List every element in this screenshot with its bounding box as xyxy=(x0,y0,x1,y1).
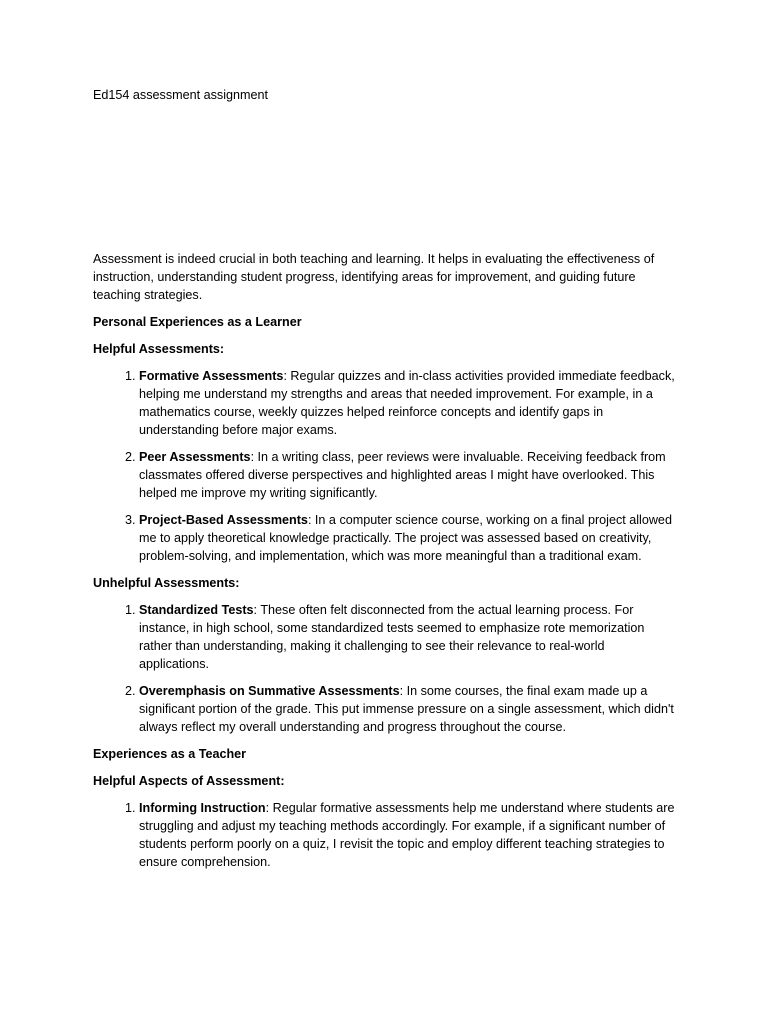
list-item-term: Project-Based Assessments xyxy=(139,513,308,528)
document-body xyxy=(93,251,678,881)
teacher-helpful-list xyxy=(93,800,678,871)
list-item-text: : Regular formative assessments help me understand where students are struggling and adjust my teaching methods accordingly. For example, if a significant number of students perform poorly on a quiz, I revisit the topic and employ different teaching strategies to ensure comprehension. xyxy=(139,801,675,869)
list-item xyxy=(139,512,678,565)
subheading-helpful-assessments: Helpful Assessments: xyxy=(93,342,225,357)
subheading-helpful-aspects: Helpful Aspects of Assessment: xyxy=(93,774,285,789)
unhelpful-assessments-list xyxy=(93,602,678,736)
list-item-text: : In a writing class, peer reviews were invaluable. Receiving feedback from classmates offered diverse perspectives and highlighted areas I might have overlooked. This helped me improve my writing significantly. xyxy=(139,450,666,500)
list-item-term: Informing Instruction xyxy=(139,801,266,816)
list-item-term: Formative Assessments xyxy=(139,369,284,384)
list-item-text: : These often felt disconnected from the actual learning process. For instance, in high school, some standardized tests seemed to emphasize rote memorization rather than understanding, making it challenging to see their relevance to real-world applications. xyxy=(139,603,645,671)
list-item xyxy=(139,602,678,673)
list-item xyxy=(139,800,678,871)
list-item-text: : Regular quizzes and in-class activities provided immediate feedback, helping me understand my strengths and areas that needed improvement. For example, in a mathematics course, weekly quizzes helped reinforce concepts and identify gaps in understanding before major exams. xyxy=(139,369,675,437)
list-item-term: Overemphasis on Summative Assessments xyxy=(139,683,400,698)
section-heading-learner: Personal Experiences as a Learner xyxy=(93,314,302,329)
intro-paragraph: Assessment is indeed crucial in both teaching and learning. It helps in evaluating the effectiveness of instruction, understanding student progress, identifying areas for improvement, and guiding future teaching strategies. xyxy=(93,252,655,302)
list-item xyxy=(139,683,678,736)
section-heading-teacher: Experiences as a Teacher xyxy=(93,746,247,761)
list-item-text: : In some courses, the final exam made up a significant portion of the grade. This put immense pressure on a single assessment, which didn't always reflect my overall understanding and progress throughout the course. xyxy=(139,683,674,734)
list-item xyxy=(139,368,678,439)
document-title: Ed154 assessment assignment xyxy=(93,88,269,102)
list-item-term: Peer Assessments xyxy=(139,450,251,465)
list-item xyxy=(139,449,678,502)
helpful-assessments-list xyxy=(93,368,678,565)
list-item-term: Standardized Tests xyxy=(139,603,254,618)
subheading-unhelpful-assessments: Unhelpful Assessments: xyxy=(93,575,240,590)
list-item-text: : In a computer science course, working on a final project allowed me to apply theoretical knowledge practically. The project was assessed based on creativity, problem-solving, and implementation, which was more meaningful than a traditional exam. xyxy=(139,513,672,563)
